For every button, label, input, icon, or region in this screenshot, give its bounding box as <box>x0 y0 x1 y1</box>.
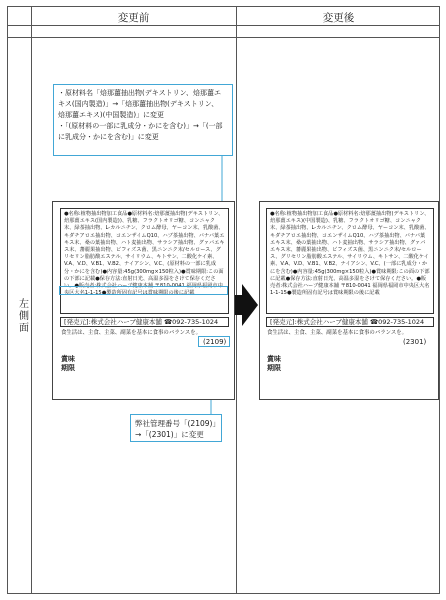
side-column-divider <box>31 7 32 593</box>
callout-line: →「(2301)」に変更 <box>135 430 204 439</box>
label-after-body <box>266 208 434 314</box>
label-before-code: (2109) <box>203 338 227 346</box>
label-before-best <box>61 355 75 373</box>
callout-ingredients-change <box>53 84 233 156</box>
label-before-body <box>60 208 229 314</box>
callout-line: ・原材料名「焙那薑抽出物(デキストリン、焙那薑エ <box>58 89 222 97</box>
callout-line: ・「(原材料の一部に乳成分・かにを含む)」→「(一部 <box>58 122 223 130</box>
label-before-panel <box>52 201 235 400</box>
callout-line: 弊社管理番号「(2109)」 <box>135 419 220 428</box>
callout-line: に乳成分・かにを含む)」に変更 <box>58 133 159 141</box>
label-before-text: ●名称:植物抽出物加工食品●原材料名:焙那薑抽出物(デキストリン、焙那薑エキス(国内製造))、乳糖、フラクトオリゴ糖、コンニャク末、緑茶抽出物、L-カルニチン、クロム酵母、ヤーコン末、乳酸菌、キダチアロエ抽出物、コエンザイムQ10、ハブ茶抽出物、バナバ葉エキス末、桑の葉抽出物、ハト麦抽出物、サラシア抽出物、グァバエキス末、蕃麗果抽出物、ビフィズス菌、黒ニンニク末/セルロース、グリセリン脂肪酸エステル、サイリウム、キトサン、二酸化ケイ素、V.A、V.D、V.B1、V.B2、ナイアシン、V.C、(原材料の一部に乳成分・かにを含む)●内容量:45g(300mg×150粒入)●賞味期限:この面の下部に記載●保存方法:直射日光、高温多湿をさけて保存ください。●販売者:株式会社ハーブ健康本舗 〒810-0041 福岡県福岡市中央区大名1-1-15●製造所固有記号は賞味期限の後に記載 <box>64 211 225 297</box>
label-before-seller: [発売元]:株式会社ハーブ健康本舗 ☎092-735-1024 <box>60 317 229 327</box>
label-after-text: ●名称:植物抽出物加工食品●原材料名:焙那薑抽出物(デキストリン、焙那薑エキス)(中国製造)、乳糖、フラクトオリゴ糖、コンニャク末、緑茶抽出物、L-カルニチン、クロム酵母、ヤーコン末、乳酸菌、キダチアロエ抽出物、コエンザイムQ10、ハブ茶抽出物、バナバ葉エキス末、桑の葉抽出物、ハト麦抽出物、サラシア抽出物、グァバエキス末、蕃麗果抽出物、ビフィズス菌、黒ニンニク末/セルロース、グリセリン脂肪酸エステル、サイリウム、キトサン、二酸化ケイ素、V.A、V.D、V.B1、V.B2、ナイアシン、V.C、(一部に乳成分・かにを含む)●内容量:45g(300mg×150粒入)●賞味期限:この面の下部に記載●保存方法:直射日光、高温多湿をさけて保存ください。●販売者:株式会社ハーブ健康本舗 〒810-0041 福岡県福岡市中央区大名1-1-15●製造所固有記号は賞味期限の後に記載 <box>270 211 430 297</box>
column-divider <box>236 7 237 593</box>
callout-line: キス(国内製造)」→「焙那薑抽出物(デキストリン、 <box>58 100 219 108</box>
header-before: 変更前 <box>117 12 150 24</box>
best-label-2: 期限 <box>61 364 75 372</box>
best-label-1: 賞味 <box>267 355 281 363</box>
label-after-seller: [発売元]:株式会社ハーブ健康本舗 ☎092-735-1024 <box>266 317 434 327</box>
callout-code-change <box>130 414 222 442</box>
label-after-best <box>267 355 281 373</box>
best-label-2: 期限 <box>267 364 281 372</box>
label-after-panel <box>259 201 439 400</box>
best-label-1: 賞味 <box>61 355 75 363</box>
highlight-code <box>198 336 230 347</box>
header-divider <box>8 25 439 26</box>
side-label: 左側面 <box>19 299 29 334</box>
label-after-foot: 食生活は、主食、主菜、副菜を基本に食事のバランスを。 <box>267 330 407 336</box>
header-after: 変更後 <box>322 12 355 24</box>
highlight-ingredients <box>59 286 228 295</box>
label-before-foot: 食生活は、主食、主菜、副菜を基本に食事のバランスを。 <box>61 330 201 336</box>
header-subdivider <box>8 37 439 38</box>
label-after-code: (2301) <box>403 338 427 346</box>
callout-line: 焙那薑エキス)(中国製造)」に変更 <box>58 111 165 119</box>
